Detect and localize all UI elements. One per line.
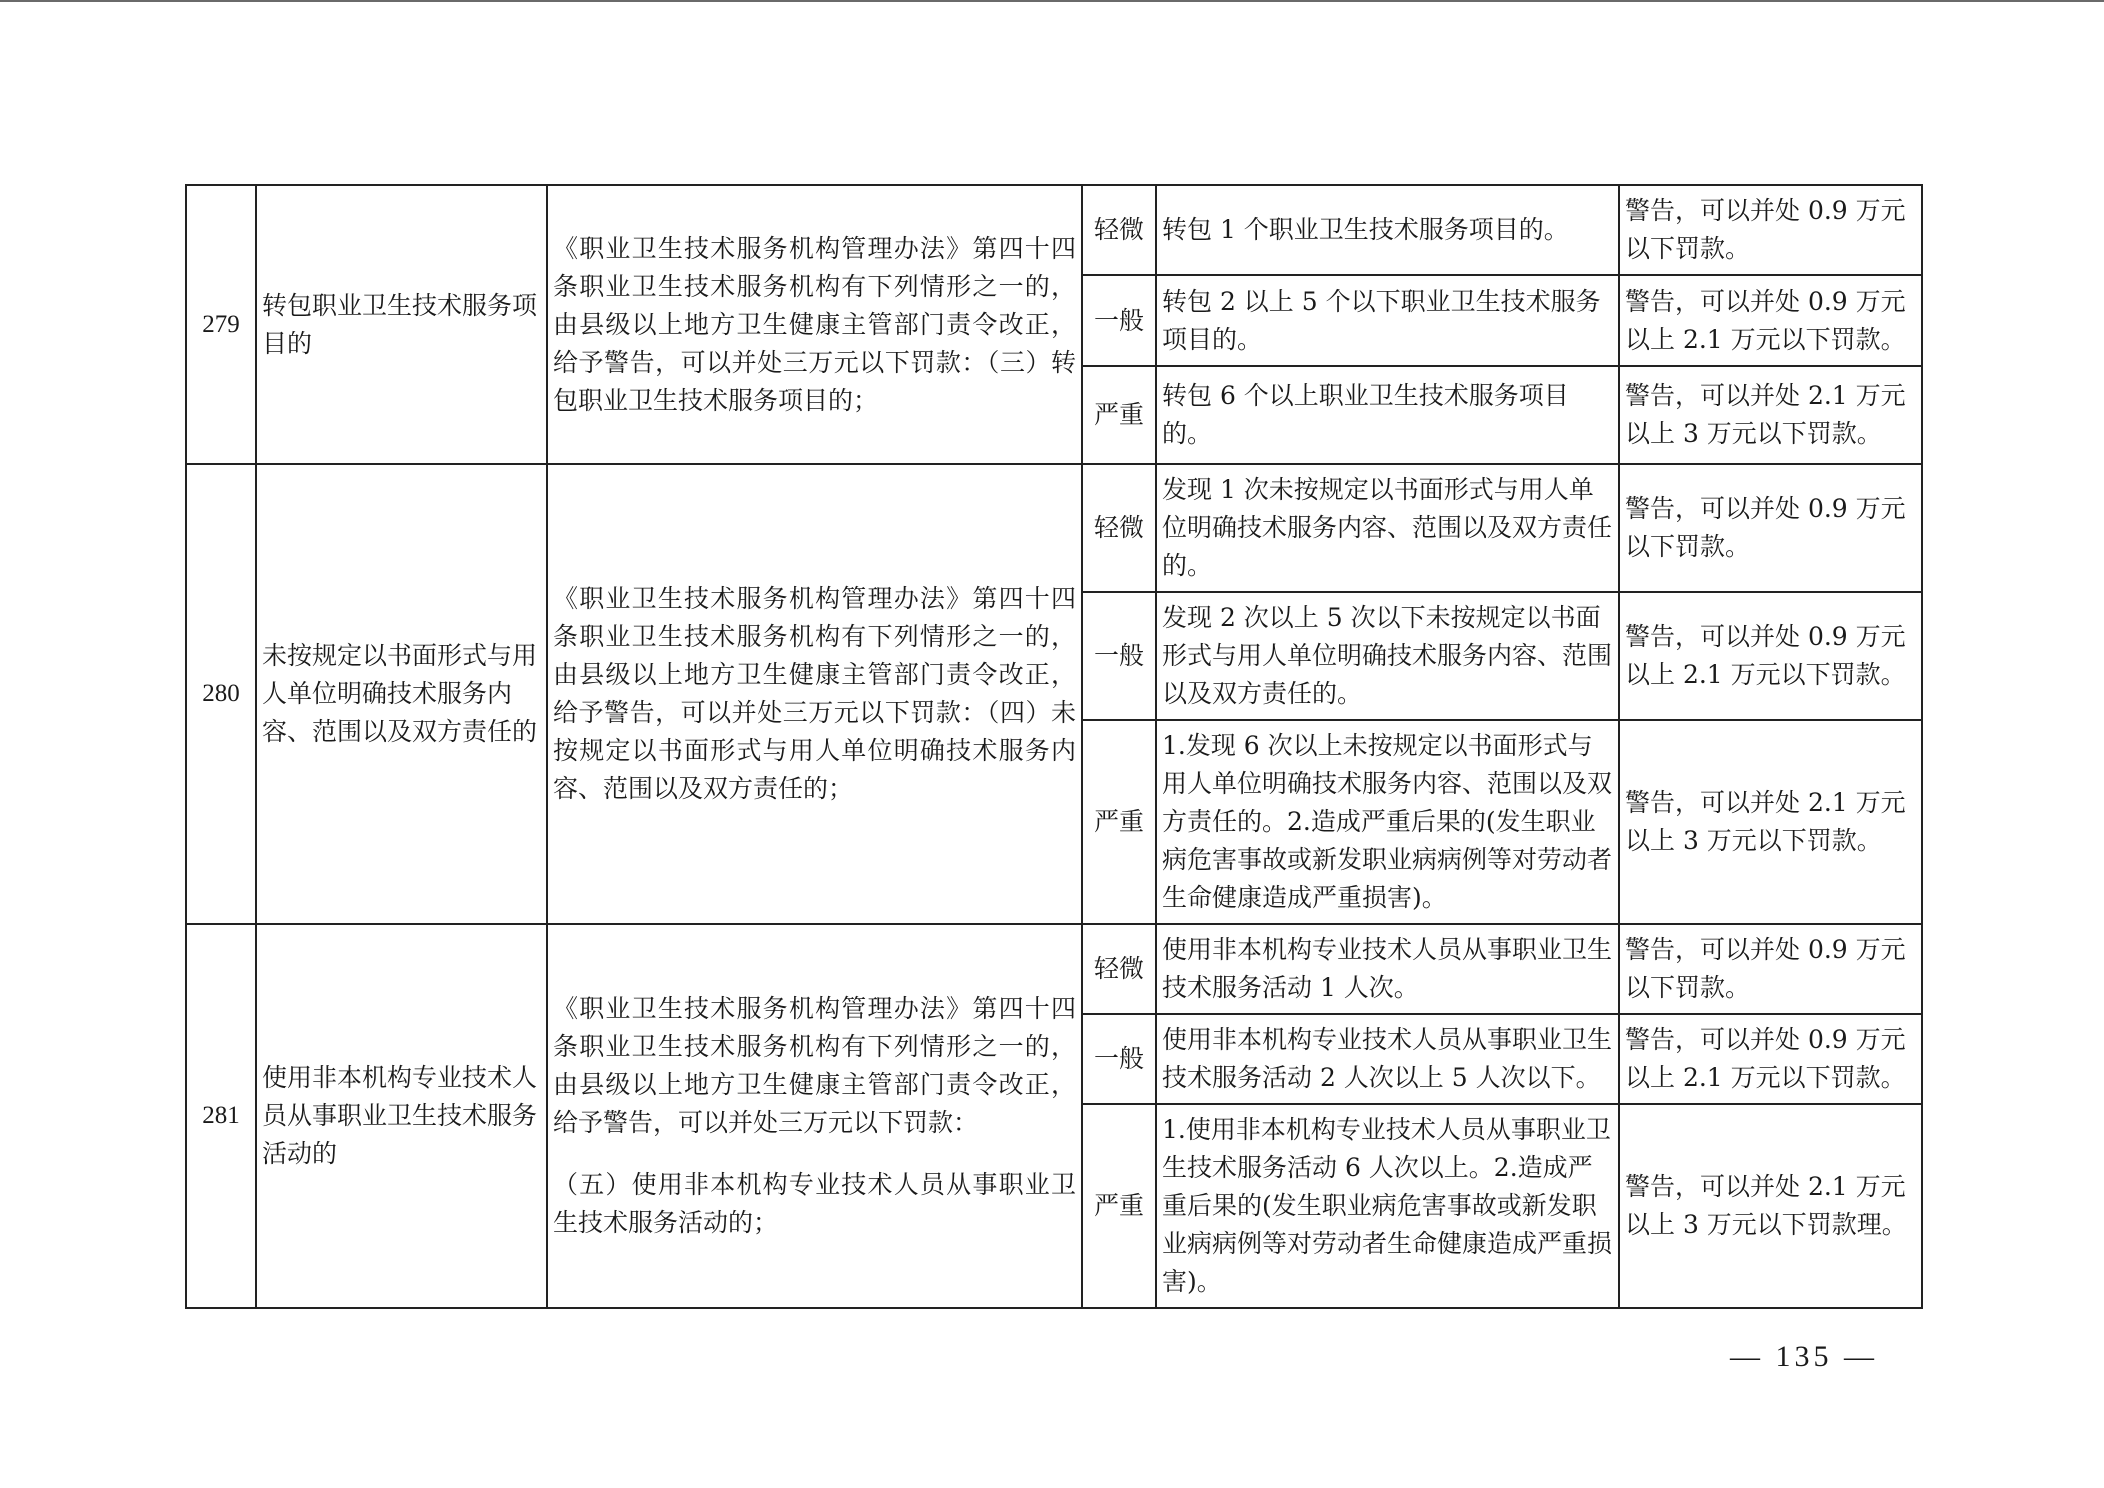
legal-basis — [547, 924, 1082, 1308]
penalty-standard-table — [185, 184, 1923, 1309]
table-row — [186, 185, 1922, 275]
severity-level: 一般 — [1082, 592, 1156, 720]
legal-basis — [547, 185, 1082, 464]
legal-basis-text: 《职业卫生技术服务机构管理办法》第四十四条职业卫生技术服务机构有下列情形之一的，由县级以上地方卫生健康主管部门责令改正，给予警告，可以并处三万元以下罚款：（三）转包职业卫生技术服务项目的； — [553, 233, 1076, 415]
severity-level: 一般 — [1082, 275, 1156, 366]
table-row — [186, 924, 1922, 1014]
violation-item: 转包职业卫生技术服务项目的 — [256, 185, 547, 464]
severity-level: 严重 — [1082, 1104, 1156, 1308]
legal-basis-text: 《职业卫生技术服务机构管理办法》第四十四条职业卫生技术服务机构有下列情形之一的，由县级以上地方卫生健康主管部门责令改正，给予警告，可以并处三万元以下罚款：（四）未按规定以书面形式与用人单位明确技术服务内容、范围以及双方责任的； — [553, 584, 1076, 803]
circumstance: 转包 2 以上 5 个以下职业卫生技术服务项目的。 — [1156, 275, 1619, 366]
penalty: 警告，可以并处 0.9 万元以上 2.1 万元以下罚款。 — [1619, 1014, 1922, 1104]
circumstance: 使用非本机构专业技术人员从事职业卫生技术服务活动 2 人次以上 5 人次以下。 — [1156, 1014, 1619, 1104]
page-number: — 135 — — [1730, 1340, 1878, 1373]
legal-basis-clause: （五）使用非本机构专业技术人员从事职业卫生技术服务活动的； — [553, 1170, 1076, 1237]
circumstance: 发现 1 次未按规定以书面形式与用人单位明确技术服务内容、范围以及双方责任的。 — [1156, 464, 1619, 592]
circumstance: 1.发现 6 次以上未按规定以书面形式与用人单位明确技术服务内容、范围以及双方责任的。2.造成严重后果的(发生职业病危害事故或新发职业病病例等对劳动者生命健康造成严重损害)。 — [1156, 720, 1619, 924]
severity-level: 轻微 — [1082, 924, 1156, 1014]
penalty: 警告，可以并处 2.1 万元以上 3 万元以下罚款。 — [1619, 366, 1922, 464]
table-row — [186, 464, 1922, 592]
circumstance: 转包 6 个以上职业卫生技术服务项目的。 — [1156, 366, 1619, 464]
circumstance: 转包 1 个职业卫生技术服务项目的。 — [1156, 185, 1619, 275]
penalty: 警告，可以并处 0.9 万元以下罚款。 — [1619, 924, 1922, 1014]
penalty: 警告，可以并处 0.9 万元以上 2.1 万元以下罚款。 — [1619, 275, 1922, 366]
severity-level: 轻微 — [1082, 464, 1156, 592]
row-number: 281 — [186, 924, 256, 1308]
penalty: 警告，可以并处 0.9 万元以下罚款。 — [1619, 185, 1922, 275]
severity-level: 轻微 — [1082, 185, 1156, 275]
penalty: 警告，可以并处 0.9 万元以下罚款。 — [1619, 464, 1922, 592]
penalty: 警告，可以并处 2.1 万元以上 3 万元以下罚款。 — [1619, 720, 1922, 924]
severity-level: 严重 — [1082, 720, 1156, 924]
circumstance: 1.使用非本机构专业技术人员从事职业卫生技术服务活动 6 人次以上。2.造成严重后果的(发生职业病危害事故或新发职业病病例等对劳动者生命健康造成严重损害)。 — [1156, 1104, 1619, 1308]
circumstance: 发现 2 次以上 5 次以下未按规定以书面形式与用人单位明确技术服务内容、范围以及双方责任的。 — [1156, 592, 1619, 720]
severity-level: 一般 — [1082, 1014, 1156, 1104]
penalty: 警告，可以并处 2.1 万元以上 3 万元以下罚款理。 — [1619, 1104, 1922, 1308]
violation-item: 使用非本机构专业技术人员从事职业卫生技术服务活动的 — [256, 924, 547, 1308]
severity-level: 严重 — [1082, 366, 1156, 464]
legal-basis-text: 《职业卫生技术服务机构管理办法》第四十四条职业卫生技术服务机构有下列情形之一的，由县级以上地方卫生健康主管部门责令改正，给予警告，可以并处三万元以下罚款： — [553, 994, 1076, 1137]
top-border-line — [0, 0, 2104, 2]
paragraph-gap — [553, 1142, 1076, 1166]
circumstance: 使用非本机构专业技术人员从事职业卫生技术服务活动 1 人次。 — [1156, 924, 1619, 1014]
penalty: 警告，可以并处 0.9 万元以上 2.1 万元以下罚款。 — [1619, 592, 1922, 720]
row-number: 280 — [186, 464, 256, 924]
row-number: 279 — [186, 185, 256, 464]
legal-basis — [547, 464, 1082, 924]
violation-item: 未按规定以书面形式与用人单位明确技术服务内容、范围以及双方责任的 — [256, 464, 547, 924]
